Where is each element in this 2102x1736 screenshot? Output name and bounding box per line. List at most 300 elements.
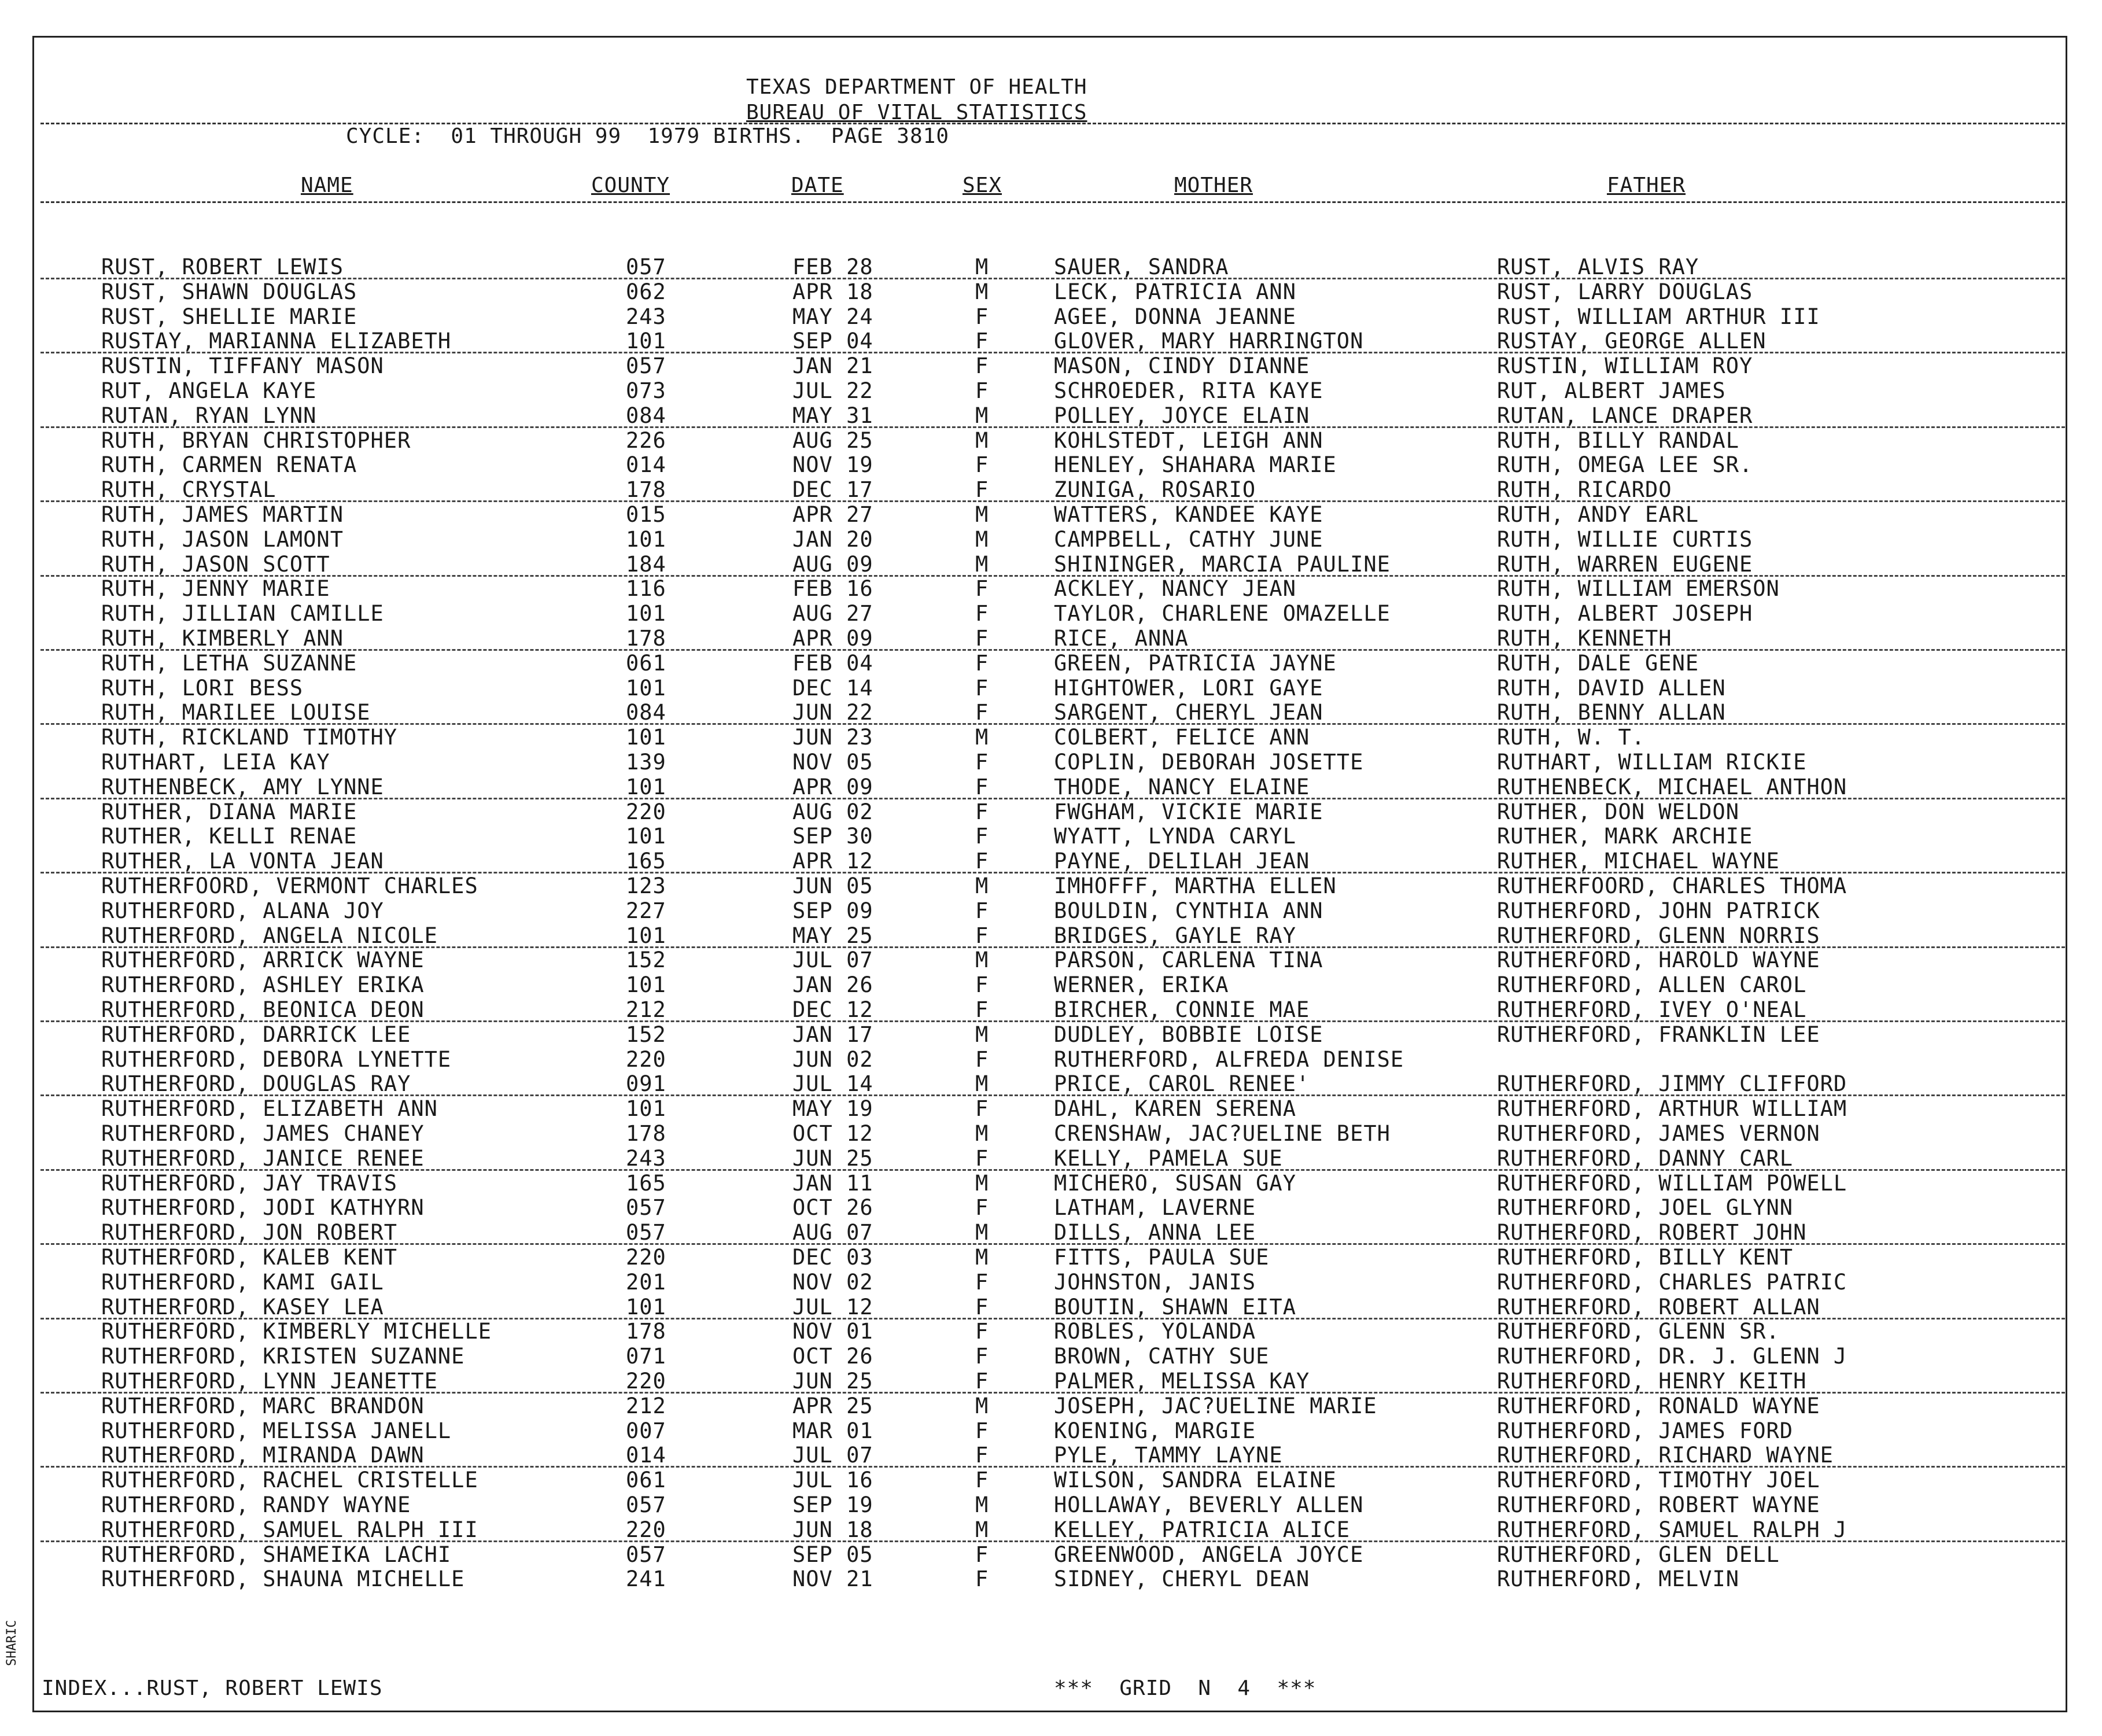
sex-cell: F [975, 1294, 989, 1319]
sex-cell: M [975, 1071, 989, 1097]
father-cell: RUTHERFORD, JIMMY CLIFFORD [1497, 1071, 1847, 1097]
date-cell: MAR 01 [792, 1418, 873, 1443]
table-row [0, 676, 2102, 701]
county-cell: 212 [626, 997, 666, 1022]
father-cell: RUTHERFORD, MELVIN [1497, 1567, 1739, 1592]
father-cell: RUTHERFORD, JAMES FORD [1497, 1418, 1794, 1443]
county-cell: 201 [626, 1269, 666, 1295]
mother-cell: KOHLSTEDT, LEIGH ANN [1054, 427, 1323, 453]
county-cell: 057 [626, 1492, 666, 1517]
table-row [0, 1047, 2102, 1072]
father-cell: RUTH, ANDY EARL [1497, 502, 1699, 527]
mother-cell: KELLY, PAMELA SUE [1054, 1145, 1283, 1171]
child-name-cell: RUTHERFORD, JON ROBERT [101, 1220, 398, 1245]
child-name-cell: RUST, ROBERT LEWIS [101, 255, 344, 279]
date-cell: NOV 02 [792, 1269, 873, 1295]
date-cell: JUL 22 [792, 378, 873, 403]
sex-cell: F [975, 972, 989, 998]
child-name-cell: RUTHER, KELLI RENAE [101, 824, 357, 849]
mother-cell: LATHAM, LAVERNE [1054, 1195, 1256, 1221]
father-cell: RUTH, DAVID ALLEN [1497, 675, 1726, 701]
date-cell: NOV 21 [792, 1567, 873, 1592]
child-name-cell: RUTHERFORD, MARC BRANDON [101, 1393, 425, 1418]
child-name-cell: RUTH, JASON LAMONT [101, 526, 344, 552]
date-cell: SEP 05 [792, 1542, 873, 1567]
date-cell: SEP 04 [792, 329, 873, 354]
table-row [0, 775, 2102, 799]
mother-cell: BIRCHER, CONNIE MAE [1054, 997, 1310, 1022]
mother-cell: DUDLEY, BOBBIE LOISE [1054, 1022, 1323, 1047]
date-cell: JUL 14 [792, 1071, 873, 1097]
child-name-cell: RUTHERFORD, SAMUEL RALPH III [101, 1517, 478, 1542]
child-name-cell: RUTHERFORD, JAMES CHANEY [101, 1121, 425, 1146]
mother-cell: RUTHERFORD, ALFREDA DENISE [1054, 1046, 1404, 1072]
mother-cell: PAYNE, DELILAH JEAN [1054, 849, 1310, 874]
child-name-cell: RUST, SHAWN DOUGLAS [101, 279, 357, 304]
date-cell: SEP 09 [792, 898, 873, 923]
father-cell: RUTHERFORD, JOEL GLYNN [1497, 1195, 1794, 1221]
father-cell: RUTHERFORD, DANNY CARL [1497, 1145, 1794, 1171]
mother-cell: HOLLAWAY, BEVERLY ALLEN [1054, 1492, 1364, 1517]
child-name-cell: RUTH, JILLIAN CAMILLE [101, 601, 384, 626]
mother-cell: JOSEPH, JAC?UELINE MARIE [1054, 1393, 1377, 1418]
county-cell: 152 [626, 1022, 666, 1047]
county-cell: 015 [626, 502, 666, 527]
county-cell: 178 [626, 1121, 666, 1146]
county-cell: 220 [626, 1245, 666, 1270]
child-name-cell: RUTHERFORD, RACHEL CRISTELLE [101, 1468, 478, 1493]
table-row [0, 1220, 2102, 1245]
date-cell: APR 27 [792, 502, 873, 527]
mother-cell: MASON, CINDY DIANNE [1054, 353, 1310, 379]
mother-cell: JOHNSTON, JANIS [1054, 1269, 1256, 1295]
table-row [0, 750, 2102, 775]
child-name-cell: RUSTAY, MARIANNA ELIZABETH [101, 329, 452, 354]
county-cell: 101 [626, 526, 666, 552]
father-cell: RUTHER, MICHAEL WAYNE [1497, 849, 1780, 874]
date-cell: APR 12 [792, 849, 873, 874]
child-name-cell: RUTHERFORD, SHAMEIKA LACHI [101, 1542, 452, 1567]
table-row [0, 1195, 2102, 1220]
table-row [0, 1418, 2102, 1443]
sex-cell: F [975, 997, 989, 1022]
table-row [0, 972, 2102, 997]
county-cell: 057 [626, 255, 666, 279]
table-row [0, 1096, 2102, 1121]
county-cell: 241 [626, 1567, 666, 1592]
sex-cell: F [975, 774, 989, 799]
county-cell: 139 [626, 750, 666, 775]
grid-label: *** GRID N 4 *** [1054, 1676, 1316, 1700]
date-cell: AUG 02 [792, 799, 873, 824]
father-cell: RUTHERFORD, SAMUEL RALPH J [1497, 1517, 1847, 1542]
table-row [0, 452, 2102, 477]
sex-cell: F [975, 650, 989, 676]
table-row [0, 403, 2102, 428]
date-cell: OCT 12 [792, 1121, 873, 1146]
mother-cell: PALMER, MELISSA KAY [1054, 1369, 1310, 1394]
mother-cell: HIGHTOWER, LORI GAYE [1054, 675, 1323, 701]
child-name-cell: RUTH, KIMBERLY ANN [101, 626, 344, 651]
table-row [0, 725, 2102, 750]
father-cell: RUTH, WILLIAM EMERSON [1497, 576, 1780, 602]
father-cell: RUTHERFORD, HENRY KEITH [1497, 1369, 1807, 1394]
child-name-cell: RUST, SHELLIE MARIE [101, 304, 357, 329]
mother-cell: ACKLEY, NANCY JEAN [1054, 576, 1296, 602]
child-name-cell: RUTHART, LEIA KAY [101, 750, 330, 775]
county-cell: 226 [626, 427, 666, 453]
father-cell: RUTHERFORD, CHARLES PATRIC [1497, 1269, 1847, 1295]
child-name-cell: RUTHERFORD, DOUGLAS RAY [101, 1071, 411, 1097]
father-cell: RUTHERFORD, GLENN NORRIS [1497, 923, 1820, 948]
mother-cell: ROBLES, YOLANDA [1054, 1319, 1256, 1344]
date-cell: JAN 21 [792, 353, 873, 379]
table-row [0, 304, 2102, 329]
table-row [0, 1295, 2102, 1319]
table-row [0, 353, 2102, 378]
mother-cell: POLLEY, JOYCE ELAIN [1054, 403, 1310, 428]
mother-cell: RICE, ANNA [1054, 626, 1189, 651]
sex-cell: F [975, 675, 989, 701]
child-name-cell: RUTH, BRYAN CHRISTOPHER [101, 427, 411, 453]
sex-cell: F [975, 626, 989, 651]
table-row [0, 378, 2102, 403]
county-cell: 101 [626, 601, 666, 626]
child-name-cell: RUTHENBECK, AMY LYNNE [101, 774, 384, 799]
county-cell: 220 [626, 1046, 666, 1072]
county-cell: 101 [626, 675, 666, 701]
table-row [0, 527, 2102, 552]
table-row [0, 601, 2102, 626]
mother-cell: CRENSHAW, JAC?UELINE BETH [1054, 1121, 1391, 1146]
county-cell: 014 [626, 1443, 666, 1468]
father-cell: RUTHENBECK, MICHAEL ANTHON [1497, 774, 1847, 799]
mother-cell: LECK, PATRICIA ANN [1054, 279, 1296, 304]
county-cell: 057 [626, 353, 666, 379]
county-cell: 212 [626, 1393, 666, 1418]
county-cell: 057 [626, 1220, 666, 1245]
date-cell: MAY 24 [792, 304, 873, 329]
mother-cell: KOENING, MARGIE [1054, 1418, 1256, 1443]
father-cell: RUTHART, WILLIAM RICKIE [1497, 750, 1807, 775]
table-row [0, 626, 2102, 651]
father-cell: RUTHERFORD, HAROLD WAYNE [1497, 948, 1820, 973]
county-cell: 101 [626, 1294, 666, 1319]
sex-cell: M [975, 1121, 989, 1146]
table-row [0, 502, 2102, 527]
mother-cell: MICHERO, SUSAN GAY [1054, 1170, 1296, 1196]
table-row [0, 1542, 2102, 1567]
child-name-cell: RUTHERFORD, KASEY LEA [101, 1294, 384, 1319]
sex-cell: F [975, 849, 989, 874]
table-row [0, 1492, 2102, 1517]
sex-cell: F [975, 378, 989, 403]
table-row [0, 923, 2102, 948]
father-cell: RUSTIN, WILLIAM ROY [1497, 353, 1753, 379]
father-cell: RUSTAY, GEORGE ALLEN [1497, 329, 1767, 354]
county-cell: 220 [626, 799, 666, 824]
date-cell: APR 18 [792, 279, 873, 304]
table-row [0, 651, 2102, 676]
father-cell: RUTHERFORD, FRANKLIN LEE [1497, 1022, 1820, 1047]
table-row [0, 799, 2102, 824]
date-cell: FEB 04 [792, 650, 873, 676]
child-name-cell: RUTAN, RYAN LYNN [101, 403, 317, 428]
date-cell: JUN 22 [792, 700, 873, 725]
mother-cell: BOULDIN, CYNTHIA ANN [1054, 898, 1323, 923]
column-header-sex: SEX [963, 174, 1002, 197]
child-name-cell: RUTH, JAMES MARTIN [101, 502, 344, 527]
column-header-mother: MOTHER [1174, 174, 1253, 197]
date-cell: AUG 25 [792, 427, 873, 453]
father-cell: RUST, ALVIS RAY [1497, 255, 1699, 279]
child-name-cell: RUTHERFORD, DEBORA LYNETTE [101, 1046, 452, 1072]
father-cell: RUT, ALBERT JAMES [1497, 378, 1726, 403]
header-divider-top [40, 123, 2065, 124]
date-cell: JUN 25 [792, 1145, 873, 1171]
county-cell: 178 [626, 477, 666, 503]
father-cell: RUST, WILLIAM ARTHUR III [1497, 304, 1820, 329]
child-name-cell: RUTHERFORD, ARRICK WAYNE [101, 948, 425, 973]
county-cell: 101 [626, 329, 666, 354]
father-cell: RUTHERFORD, ROBERT WAYNE [1497, 1492, 1820, 1517]
father-cell: RUTHERFOORD, CHARLES THOMA [1497, 873, 1847, 898]
table-row [0, 329, 2102, 353]
county-cell: 061 [626, 1468, 666, 1493]
sex-cell: F [975, 1344, 989, 1369]
father-cell: RUTHERFORD, BILLY KENT [1497, 1245, 1794, 1270]
mother-cell: WERNER, ERIKA [1054, 972, 1229, 998]
table-row [0, 948, 2102, 972]
child-name-cell: RUTHERFORD, DARRICK LEE [101, 1022, 411, 1047]
sex-cell: M [975, 1393, 989, 1418]
county-cell: 014 [626, 452, 666, 478]
sex-cell: F [975, 824, 989, 849]
county-cell: 165 [626, 1170, 666, 1196]
date-cell: APR 09 [792, 774, 873, 799]
table-row [0, 898, 2102, 923]
sex-cell: F [975, 477, 989, 503]
child-name-cell: RUTH, LORI BESS [101, 675, 304, 701]
date-cell: JAN 11 [792, 1170, 873, 1196]
father-cell: RUTHERFORD, ROBERT JOHN [1497, 1220, 1807, 1245]
father-cell: RUTH, BENNY ALLAN [1497, 700, 1726, 725]
column-header-date: DATE [791, 174, 844, 197]
sex-cell: M [975, 1492, 989, 1517]
table-row [0, 849, 2102, 873]
table-row [0, 1344, 2102, 1369]
date-cell: OCT 26 [792, 1195, 873, 1221]
county-cell: 071 [626, 1344, 666, 1369]
mother-cell: AGEE, DONNA JEANNE [1054, 304, 1296, 329]
cycle-line: CYCLE: 01 THROUGH 99 1979 BIRTHS. PAGE 3810 [346, 124, 949, 148]
sex-cell: F [975, 1369, 989, 1394]
sex-cell: M [975, 279, 989, 304]
child-name-cell: RUTH, LETHA SUZANNE [101, 650, 357, 676]
mother-cell: PRICE, CAROL RENEE' [1054, 1071, 1310, 1097]
county-cell: 007 [626, 1418, 666, 1443]
sex-cell: M [975, 873, 989, 898]
child-name-cell: RUTHERFOORD, VERMONT CHARLES [101, 873, 478, 898]
mother-cell: GREEN, PATRICIA JAYNE [1054, 650, 1337, 676]
date-cell: MAY 25 [792, 923, 873, 948]
date-cell: OCT 26 [792, 1344, 873, 1369]
father-cell: RUTHERFORD, JAMES VERNON [1497, 1121, 1820, 1146]
date-cell: MAY 19 [792, 1096, 873, 1122]
column-header-father: FATHER [1607, 174, 1686, 197]
county-cell: 084 [626, 700, 666, 725]
county-cell: 152 [626, 948, 666, 973]
date-cell: FEB 16 [792, 576, 873, 602]
child-name-cell: RUTHERFORD, JANICE RENEE [101, 1145, 425, 1171]
date-cell: SEP 19 [792, 1492, 873, 1517]
child-name-cell: RUTHERFORD, JAY TRAVIS [101, 1170, 398, 1196]
mother-cell: FITTS, PAULA SUE [1054, 1245, 1270, 1270]
table-row [0, 1071, 2102, 1096]
father-cell: RUTHERFORD, RICHARD WAYNE [1497, 1443, 1834, 1468]
father-cell: RUTHERFORD, JOHN PATRICK [1497, 898, 1820, 923]
father-cell: RUTHERFORD, ALLEN CAROL [1497, 972, 1807, 998]
father-cell: RUTHER, MARK ARCHIE [1497, 824, 1753, 849]
father-cell: RUTHERFORD, WILLIAM POWELL [1497, 1170, 1847, 1196]
table-row [0, 700, 2102, 725]
date-cell: NOV 05 [792, 750, 873, 775]
table-row [0, 1319, 2102, 1344]
county-cell: 101 [626, 774, 666, 799]
child-name-cell: RUTHERFORD, RANDY WAYNE [101, 1492, 411, 1517]
table-row [0, 1443, 2102, 1468]
date-cell: DEC 17 [792, 477, 873, 503]
table-row [0, 552, 2102, 577]
sex-cell: M [975, 1220, 989, 1245]
child-name-cell: RUTH, RICKLAND TIMOTHY [101, 725, 398, 750]
child-name-cell: RUTH, MARILEE LOUISE [101, 700, 371, 725]
sex-cell: F [975, 601, 989, 626]
table-row [0, 824, 2102, 849]
father-cell: RUTH, ALBERT JOSEPH [1497, 601, 1753, 626]
department-title: TEXAS DEPARTMENT OF HEALTH [746, 75, 1087, 99]
mother-cell: DAHL, KAREN SERENA [1054, 1096, 1296, 1122]
mother-cell: PARSON, CARLENA TINA [1054, 948, 1323, 973]
father-cell: RUTHERFORD, ROBERT ALLAN [1497, 1294, 1820, 1319]
table-row [0, 477, 2102, 502]
father-cell: RUTHERFORD, ARTHUR WILLIAM [1497, 1096, 1847, 1122]
bureau-title: BUREAU OF VITAL STATISTICS [746, 101, 1087, 124]
date-cell: JAN 17 [792, 1022, 873, 1047]
table-row [0, 1270, 2102, 1295]
sex-cell: M [975, 1022, 989, 1047]
father-cell: RUTH, WARREN EUGENE [1497, 551, 1753, 577]
date-cell: AUG 09 [792, 551, 873, 577]
mother-cell: WYATT, LYNDA CARYL [1054, 824, 1296, 849]
county-cell: 243 [626, 304, 666, 329]
table-row [0, 1567, 2102, 1591]
sex-cell: M [975, 427, 989, 453]
table-row [0, 1468, 2102, 1492]
date-cell: JUN 25 [792, 1369, 873, 1394]
sex-cell: F [975, 1195, 989, 1221]
date-cell: SEP 30 [792, 824, 873, 849]
mother-cell: SHININGER, MARCIA PAULINE [1054, 551, 1391, 577]
child-name-cell: RUTHERFORD, KALEB KENT [101, 1245, 398, 1270]
sex-cell: F [975, 304, 989, 329]
table-row [0, 873, 2102, 898]
mother-cell: IMHOFFF, MARTHA ELLEN [1054, 873, 1337, 898]
mother-cell: WILSON, SANDRA ELAINE [1054, 1468, 1337, 1493]
mother-cell: CAMPBELL, CATHY JUNE [1054, 526, 1323, 552]
sex-cell: F [975, 1319, 989, 1344]
sex-cell: F [975, 1418, 989, 1443]
father-cell: RUTHERFORD, IVEY O'NEAL [1497, 997, 1807, 1022]
table-row [0, 255, 2102, 279]
sex-cell: M [975, 1517, 989, 1542]
father-cell: RUST, LARRY DOUGLAS [1497, 279, 1753, 304]
county-cell: 101 [626, 972, 666, 998]
mother-cell: SAUER, SANDRA [1054, 255, 1229, 279]
mother-cell: BRIDGES, GAYLE RAY [1054, 923, 1296, 948]
father-cell: RUTH, RICARDO [1497, 477, 1672, 503]
sex-cell: M [975, 403, 989, 428]
sex-cell: F [975, 1269, 989, 1295]
child-name-cell: RUTH, JENNY MARIE [101, 576, 330, 602]
sex-cell: M [975, 725, 989, 750]
county-cell: 116 [626, 576, 666, 602]
father-cell: RUTHERFORD, GLENN SR. [1497, 1319, 1780, 1344]
child-name-cell: RUTHERFORD, ANGELA NICOLE [101, 923, 438, 948]
child-name-cell: RUTHERFORD, MELISSA JANELL [101, 1418, 452, 1443]
table-row [0, 1517, 2102, 1542]
county-cell: 101 [626, 1096, 666, 1122]
date-cell: JUL 07 [792, 948, 873, 973]
mother-cell: KELLEY, PATRICIA ALICE [1054, 1517, 1351, 1542]
child-name-cell: RUTHERFORD, KAMI GAIL [101, 1269, 384, 1295]
mother-cell: BOUTIN, SHAWN EITA [1054, 1294, 1296, 1319]
date-cell: AUG 27 [792, 601, 873, 626]
county-cell: 178 [626, 1319, 666, 1344]
date-cell: JUN 02 [792, 1046, 873, 1072]
child-name-cell: RUTHERFORD, ELIZABETH ANN [101, 1096, 438, 1122]
date-cell: APR 25 [792, 1393, 873, 1418]
sex-cell: F [975, 1046, 989, 1072]
county-cell: 101 [626, 824, 666, 849]
child-name-cell: RUTHERFORD, LYNN JEANETTE [101, 1369, 438, 1394]
child-name-cell: RUTHERFORD, ALANA JOY [101, 898, 384, 923]
sex-cell: M [975, 1170, 989, 1196]
sex-cell: F [975, 700, 989, 725]
date-cell: JAN 20 [792, 526, 873, 552]
mother-cell: GREENWOOD, ANGELA JOYCE [1054, 1542, 1364, 1567]
mother-cell: COPLIN, DEBORAH JOSETTE [1054, 750, 1364, 775]
mother-cell: PYLE, TAMMY LAYNE [1054, 1443, 1283, 1468]
father-cell: RUTHER, DON WELDON [1497, 799, 1739, 824]
date-cell: DEC 12 [792, 997, 873, 1022]
county-cell: 165 [626, 849, 666, 874]
mother-cell: WATTERS, KANDEE KAYE [1054, 502, 1323, 527]
sex-cell: F [975, 1468, 989, 1493]
child-name-cell: RUTH, CARMEN RENATA [101, 452, 357, 478]
county-cell: 057 [626, 1195, 666, 1221]
sex-cell: F [975, 1443, 989, 1468]
father-cell: RUTHERFORD, RONALD WAYNE [1497, 1393, 1820, 1418]
sex-cell: F [975, 1145, 989, 1171]
sex-cell: F [975, 576, 989, 602]
sex-cell: F [975, 923, 989, 948]
mother-cell: DILLS, ANNA LEE [1054, 1220, 1256, 1245]
sex-cell: F [975, 799, 989, 824]
date-cell: JUL 07 [792, 1443, 873, 1468]
county-cell: 220 [626, 1517, 666, 1542]
date-cell: APR 09 [792, 626, 873, 651]
